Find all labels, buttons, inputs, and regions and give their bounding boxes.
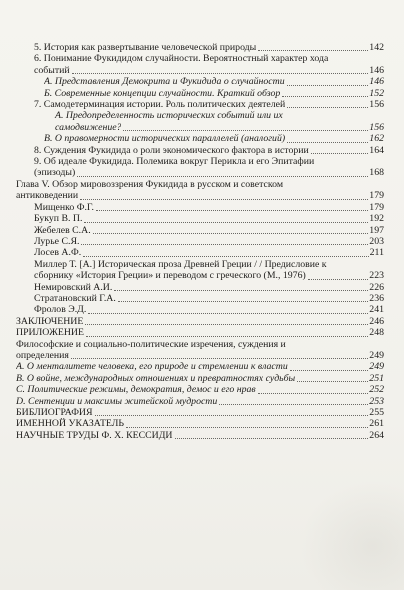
- dot-leader: [81, 244, 368, 245]
- toc-entry-title: Фролов Э.Д.: [34, 304, 87, 316]
- page-number: 168: [369, 167, 384, 179]
- toc-entry-line: [44, 76, 404, 87]
- toc-entry-line: [16, 418, 404, 429]
- toc-entry: [0, 179, 404, 202]
- dot-leader: [126, 427, 368, 428]
- toc-entry: [0, 282, 404, 293]
- page-number: 197: [369, 224, 384, 236]
- dot-leader: [118, 301, 368, 302]
- dot-leader: [95, 415, 369, 416]
- toc-entry-title: ЗАКЛЮЧЕНИЕ: [16, 315, 84, 327]
- toc-entry-line: [16, 373, 404, 384]
- toc-entry: [0, 88, 404, 99]
- page-number: 179: [369, 201, 384, 213]
- page-number: 162: [369, 133, 384, 145]
- toc-entry-line: [16, 361, 404, 372]
- toc-entry-title: Лурье С.Я.: [34, 235, 80, 247]
- toc-entry-line: [34, 293, 404, 304]
- toc-entry-line: [16, 350, 404, 361]
- toc-entry-line: [34, 270, 404, 281]
- toc-entry-title: Мищенко Ф.Г.: [34, 201, 94, 213]
- toc-entry-line: [34, 282, 404, 293]
- toc-entry-title: Немировский А.И.: [34, 281, 113, 293]
- dot-leader: [219, 404, 368, 405]
- toc-entry-title: А. Предопределенность исторических событий или их: [55, 110, 283, 122]
- toc-entry-title: 9. Об идеале Фукидида. Полемика вокруг Перикла и его Эпитафии: [34, 156, 315, 168]
- toc-entry-line: [16, 407, 404, 418]
- toc-entry: [0, 396, 404, 407]
- toc-entry-title: ПРИЛОЖЕНИЕ: [16, 327, 84, 339]
- toc-entry: [0, 407, 404, 418]
- toc-entry: [0, 213, 404, 224]
- toc-entry: [0, 384, 404, 395]
- page-number: 152: [369, 87, 384, 99]
- page-number: 249: [369, 349, 384, 361]
- dot-leader: [308, 279, 369, 280]
- toc-entry-title: НАУЧНЫЕ ТРУДЫ Ф. Х. КЕССИДИ: [16, 429, 173, 441]
- toc-entry: [0, 133, 404, 144]
- toc-entry-title: Глава V. Обзор мировоззрения Фукидида в русском и советском: [16, 178, 284, 190]
- page-number: 249: [369, 361, 384, 373]
- toc-entry: [0, 259, 404, 282]
- dot-leader: [175, 438, 369, 439]
- dot-leader: [93, 233, 369, 234]
- toc-entry: [0, 247, 404, 258]
- toc-entry-title: 5. История как развертывание человеческой природы: [34, 42, 257, 53]
- dot-leader: [83, 256, 369, 257]
- toc-entry-line: [16, 384, 404, 395]
- toc-entry: [0, 99, 404, 110]
- page-number: 246: [369, 315, 384, 327]
- toc-entry-title: D. Сентенции и максимы житейской мудрости: [16, 395, 218, 407]
- toc-entry-title: Миллер Т. [А.] Историческая проза Древней Греции / / Предисловие к: [34, 258, 327, 270]
- toc-entry-title: Букуп В. П.: [34, 213, 83, 225]
- dot-leader: [84, 222, 368, 223]
- dot-leader: [282, 96, 368, 97]
- toc-entry-line: [16, 430, 404, 441]
- toc-entry-line: [34, 236, 404, 247]
- dot-leader: [96, 210, 368, 211]
- page-number: 223: [369, 270, 384, 282]
- toc-entry-title: А. О менталитете человека, его природе и стремлении к власти: [16, 361, 288, 373]
- toc-entry-title: Жебелев С.А.: [34, 224, 91, 236]
- toc-entry-line: [34, 99, 404, 110]
- toc-entry-line: [16, 327, 404, 338]
- page-number: 203: [369, 235, 384, 247]
- toc-entry-line: [34, 247, 404, 258]
- page-number: 248: [369, 327, 384, 339]
- page-number: 146: [369, 76, 384, 88]
- dot-leader: [287, 85, 369, 86]
- toc-entry-line: [34, 65, 404, 76]
- dot-leader: [77, 176, 368, 177]
- toc-entry-title-continuation: самодвижение?: [55, 121, 122, 133]
- toc-entry-title-continuation: антиковедении: [16, 190, 79, 202]
- toc-entry-title: Б. Современные концепции случайности. Краткий обзор: [44, 87, 281, 99]
- toc-entry: [0, 145, 404, 156]
- toc-entry-title: Философские и социально-политические изречения, суждения и: [16, 338, 286, 350]
- page-number: 226: [369, 281, 384, 293]
- page-number: 261: [369, 418, 384, 430]
- toc-entry: [0, 304, 404, 315]
- page-shadow: [300, 480, 404, 590]
- dot-leader: [114, 290, 368, 291]
- toc-entry-title: 8. Суждения Фукидида о роли экономического фактора в истории: [34, 144, 309, 156]
- toc-entry-title: 7. Самодетерминация истории. Роль политических деятелей: [34, 99, 286, 111]
- dot-leader: [123, 130, 368, 131]
- toc-entry-line: [16, 190, 404, 201]
- toc-entry-line: [34, 145, 404, 156]
- toc-entry: [0, 42, 404, 53]
- toc-entry-title: ИМЕННОЙ УКАЗАТЕЛЬ: [16, 418, 125, 430]
- toc-entry-title: Лосев А.Ф.: [34, 247, 82, 259]
- toc-entry: [0, 316, 404, 327]
- toc-entry-line: [44, 133, 404, 144]
- dot-leader: [258, 50, 368, 51]
- page-number: 241: [369, 304, 384, 316]
- toc-entry: [0, 293, 404, 304]
- toc-entry-title: Стратановский Г.А.: [34, 292, 116, 304]
- dot-leader: [71, 358, 368, 359]
- toc-entry-line: [34, 167, 404, 178]
- dot-leader: [297, 381, 368, 382]
- toc-entry-title: С. Политические режимы, демократия, демос и его нрав: [16, 384, 256, 396]
- toc-entry: [0, 53, 404, 76]
- toc-entry-title: А. Представления Демокрита и Фукидида о случайности: [44, 76, 285, 88]
- dot-leader: [72, 73, 369, 74]
- page-number: 264: [369, 429, 384, 441]
- page-number: 252: [369, 384, 384, 396]
- toc-entry: [0, 156, 404, 179]
- page-number: 251: [369, 372, 384, 384]
- toc-entry: [0, 236, 404, 247]
- page-number: 236: [369, 292, 384, 304]
- dot-leader: [86, 336, 368, 337]
- toc-entry: [0, 373, 404, 384]
- dot-leader: [85, 324, 368, 325]
- dot-leader: [80, 199, 368, 200]
- toc-entry-line: [34, 42, 404, 53]
- toc-entry-line: [16, 396, 404, 407]
- toc-entry-line: [55, 122, 404, 133]
- page-number: 156: [369, 121, 384, 133]
- page-number: 211: [369, 247, 384, 259]
- page-number: 156: [369, 99, 384, 111]
- page-number: 192: [369, 213, 384, 225]
- page-number: 179: [369, 190, 384, 202]
- toc-entry: [0, 110, 404, 133]
- page-number: 164: [369, 144, 384, 156]
- dot-leader: [290, 370, 369, 371]
- toc-entry: [0, 361, 404, 372]
- toc-entry-line: [44, 88, 404, 99]
- table-of-contents: [0, 42, 404, 441]
- dot-leader: [88, 313, 368, 314]
- toc-entry-title-continuation: (эпизоды): [34, 167, 76, 179]
- toc-entry-line: [34, 213, 404, 224]
- toc-entry-title-continuation: определения: [16, 349, 69, 361]
- page-number: 146: [369, 64, 384, 76]
- toc-entry: [0, 76, 404, 87]
- page-number: 253: [369, 395, 384, 407]
- toc-entry-title: 6. Понимание Фукидидом случайности. Вероятностный характер хода: [34, 53, 329, 65]
- toc-entry: [0, 225, 404, 236]
- toc-entry: [0, 339, 404, 362]
- toc-entry: [0, 327, 404, 338]
- toc-entry-line: [34, 304, 404, 315]
- dot-leader: [287, 142, 368, 143]
- toc-entry-line: [16, 316, 404, 327]
- page-number: 142: [369, 42, 384, 53]
- dot-leader: [258, 393, 369, 394]
- toc-entry: [0, 430, 404, 441]
- toc-entry: [0, 202, 404, 213]
- toc-entry-line: [34, 225, 404, 236]
- dot-leader: [287, 107, 368, 108]
- page-number: 255: [369, 407, 384, 418]
- toc-entry-line: [34, 202, 404, 213]
- toc-entry-title-continuation: сборнику «История Греции» и переводом с греческого (М., 1976): [34, 270, 306, 282]
- toc-entry: [0, 418, 404, 429]
- toc-entry-title: БИБЛИОГРАФИЯ: [16, 407, 93, 418]
- toc-entry-title: В. О войне, международных отношениях и превратностях судьбы: [16, 372, 296, 384]
- toc-entry-title: В. О правомерности исторических параллелей (аналогий): [44, 133, 286, 145]
- dot-leader: [311, 153, 369, 154]
- toc-entry-title-continuation: событий: [34, 64, 70, 76]
